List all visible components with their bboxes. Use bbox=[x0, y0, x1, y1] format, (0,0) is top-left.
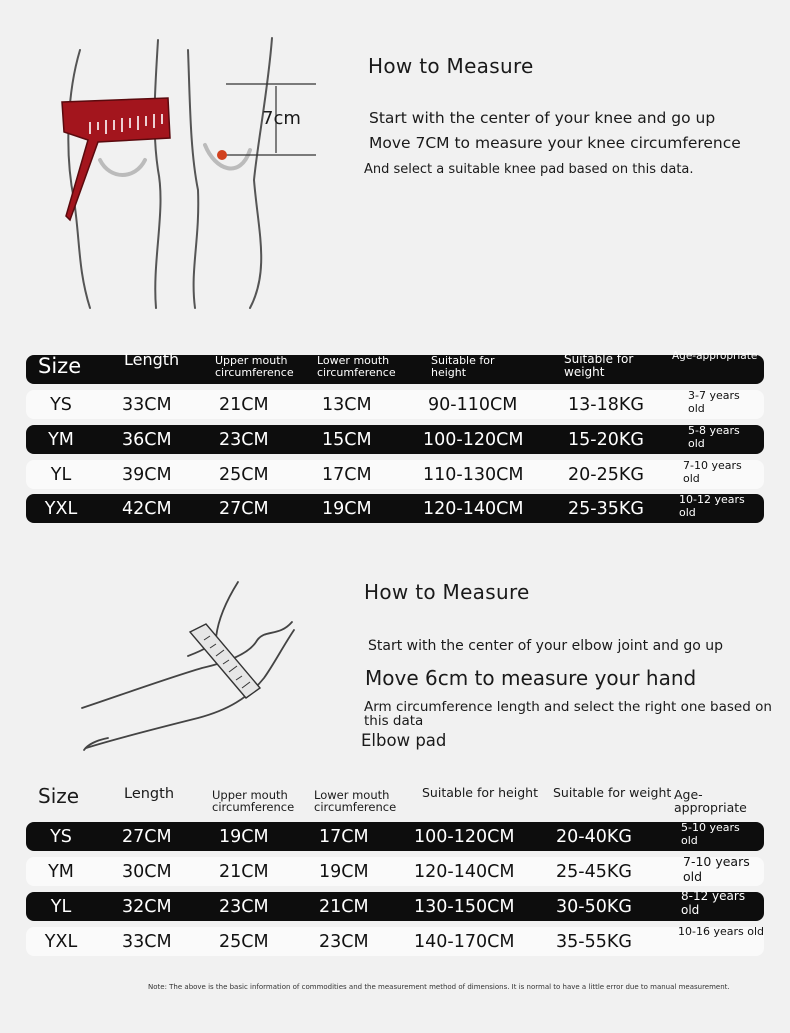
table-row bbox=[26, 460, 764, 489]
elbow-title: How to Measure bbox=[364, 580, 530, 604]
cell-size: YM bbox=[48, 862, 74, 882]
cell-weight: 20-25KG bbox=[568, 465, 644, 485]
cell-size: YXL bbox=[44, 932, 78, 952]
table-row bbox=[26, 390, 764, 419]
header-weight: Suitable for weight bbox=[553, 785, 672, 800]
elbow-line-4: Elbow pad bbox=[361, 731, 447, 750]
cell-upper: 25CM bbox=[219, 465, 269, 485]
cell-upper: 27CM bbox=[219, 499, 269, 519]
cell-length: 32CM bbox=[122, 897, 172, 917]
cell-upper: 19CM bbox=[219, 827, 269, 847]
table-row bbox=[26, 425, 764, 454]
cell-height: 120-140CM bbox=[414, 862, 515, 882]
header-weight: Suitable for weight bbox=[564, 352, 634, 379]
cell-length: 42CM bbox=[122, 499, 172, 519]
table-row bbox=[26, 927, 764, 956]
cell-weight: 30-50KG bbox=[556, 897, 632, 917]
measuring-tape-icon bbox=[190, 624, 260, 698]
header-upper: Upper mouth circumference bbox=[212, 788, 295, 815]
header-length: Length bbox=[124, 350, 180, 369]
header-size: Size bbox=[38, 354, 82, 378]
cell-lower: 19CM bbox=[322, 499, 372, 519]
knee-table-header bbox=[26, 350, 764, 384]
cell-height: 100-120CM bbox=[423, 430, 524, 450]
cell-upper: 23CM bbox=[219, 897, 269, 917]
cell-lower: 17CM bbox=[322, 465, 372, 485]
table-row bbox=[26, 889, 764, 921]
cell-length: 33CM bbox=[122, 932, 172, 952]
knee-illustration bbox=[40, 30, 340, 315]
cell-weight: 15-20KG bbox=[568, 430, 644, 450]
measure-point-icon bbox=[217, 150, 227, 160]
cell-upper: 21CM bbox=[219, 862, 269, 882]
knee-title: How to Measure bbox=[368, 54, 534, 78]
header-height: Suitable for height bbox=[422, 785, 538, 800]
header-upper: Upper mouth circumference bbox=[215, 354, 294, 379]
cell-length: 36CM bbox=[122, 430, 172, 450]
measure-label-7cm: 7cm bbox=[262, 108, 301, 129]
cell-height: 140-170CM bbox=[414, 932, 515, 952]
cell-upper: 25CM bbox=[219, 932, 269, 952]
cell-upper: 21CM bbox=[219, 395, 269, 415]
cell-upper: 23CM bbox=[219, 430, 269, 450]
header-age: Age-appropriate bbox=[674, 787, 747, 816]
cell-weight: 20-40KG bbox=[556, 827, 632, 847]
cell-length: 33CM bbox=[122, 395, 172, 415]
elbow-table-header bbox=[26, 784, 764, 816]
elbow-illustration bbox=[78, 578, 298, 756]
cell-weight: 13-18KG bbox=[568, 395, 644, 415]
cell-length: 27CM bbox=[122, 827, 172, 847]
cell-age: 7-10 years old bbox=[683, 459, 742, 486]
knee-line-1: Start with the center of your knee and go up bbox=[369, 109, 716, 127]
header-length: Length bbox=[124, 786, 175, 802]
cell-lower: 21CM bbox=[319, 897, 369, 917]
cell-height: 130-150CM bbox=[414, 897, 515, 917]
cell-weight: 35-55KG bbox=[556, 932, 632, 952]
knee-line-2: Move 7CM to measure your knee circumference bbox=[369, 134, 741, 152]
cell-height: 90-110CM bbox=[428, 395, 518, 415]
cell-age: 7-10 years old bbox=[683, 854, 750, 884]
cell-age: 5-8 years old bbox=[688, 424, 740, 451]
table-row bbox=[26, 822, 764, 851]
elbow-line-2: Move 6cm to measure your hand bbox=[365, 666, 697, 690]
cell-size: YS bbox=[50, 395, 72, 415]
cell-height: 120-140CM bbox=[423, 499, 524, 519]
elbow-line-1: Start with the center of your elbow joint and go up bbox=[368, 638, 724, 654]
cell-lower: 19CM bbox=[319, 862, 369, 882]
cell-size: YL bbox=[50, 465, 72, 485]
cell-age: 8-12 years old bbox=[681, 889, 746, 918]
cell-lower: 13CM bbox=[322, 395, 372, 415]
elbow-line-3: Arm circumference length and select the right one based on this data bbox=[364, 699, 772, 730]
cell-weight: 25-35KG bbox=[568, 499, 644, 519]
cell-length: 30CM bbox=[122, 862, 172, 882]
measuring-tape-icon bbox=[62, 98, 170, 220]
cell-size: YS bbox=[50, 827, 72, 847]
cell-size: YL bbox=[50, 897, 72, 917]
cell-weight: 25-45KG bbox=[556, 862, 632, 882]
cell-age: 10-16 years old bbox=[678, 925, 764, 938]
cell-size: YXL bbox=[44, 499, 78, 519]
knee-line-3: And select a suitable knee pad based on this data. bbox=[364, 162, 694, 177]
cell-age: 3-7 years old bbox=[688, 389, 740, 416]
header-size: Size bbox=[38, 784, 80, 808]
header-age: Age-appropriate bbox=[672, 350, 758, 362]
cell-size: YM bbox=[48, 430, 74, 450]
cell-age: 5-10 years old bbox=[681, 821, 740, 848]
cell-age: 10-12 years old bbox=[679, 493, 745, 520]
table-row bbox=[26, 494, 764, 523]
header-lower: Lower mouth circumference bbox=[314, 788, 397, 815]
cell-lower: 15CM bbox=[322, 430, 372, 450]
cell-length: 39CM bbox=[122, 465, 172, 485]
header-height: Suitable for height bbox=[431, 354, 495, 379]
footer-note: Note: The above is the basic information of commodities and the measurement method of dimensions. It is normal to have a little error due to manual measurement. bbox=[148, 983, 730, 991]
cell-lower: 17CM bbox=[319, 827, 369, 847]
cell-height: 110-130CM bbox=[423, 465, 524, 485]
cell-height: 100-120CM bbox=[414, 827, 515, 847]
table-row bbox=[26, 854, 764, 886]
header-lower: Lower mouth circumference bbox=[317, 354, 396, 379]
cell-lower: 23CM bbox=[319, 932, 369, 952]
